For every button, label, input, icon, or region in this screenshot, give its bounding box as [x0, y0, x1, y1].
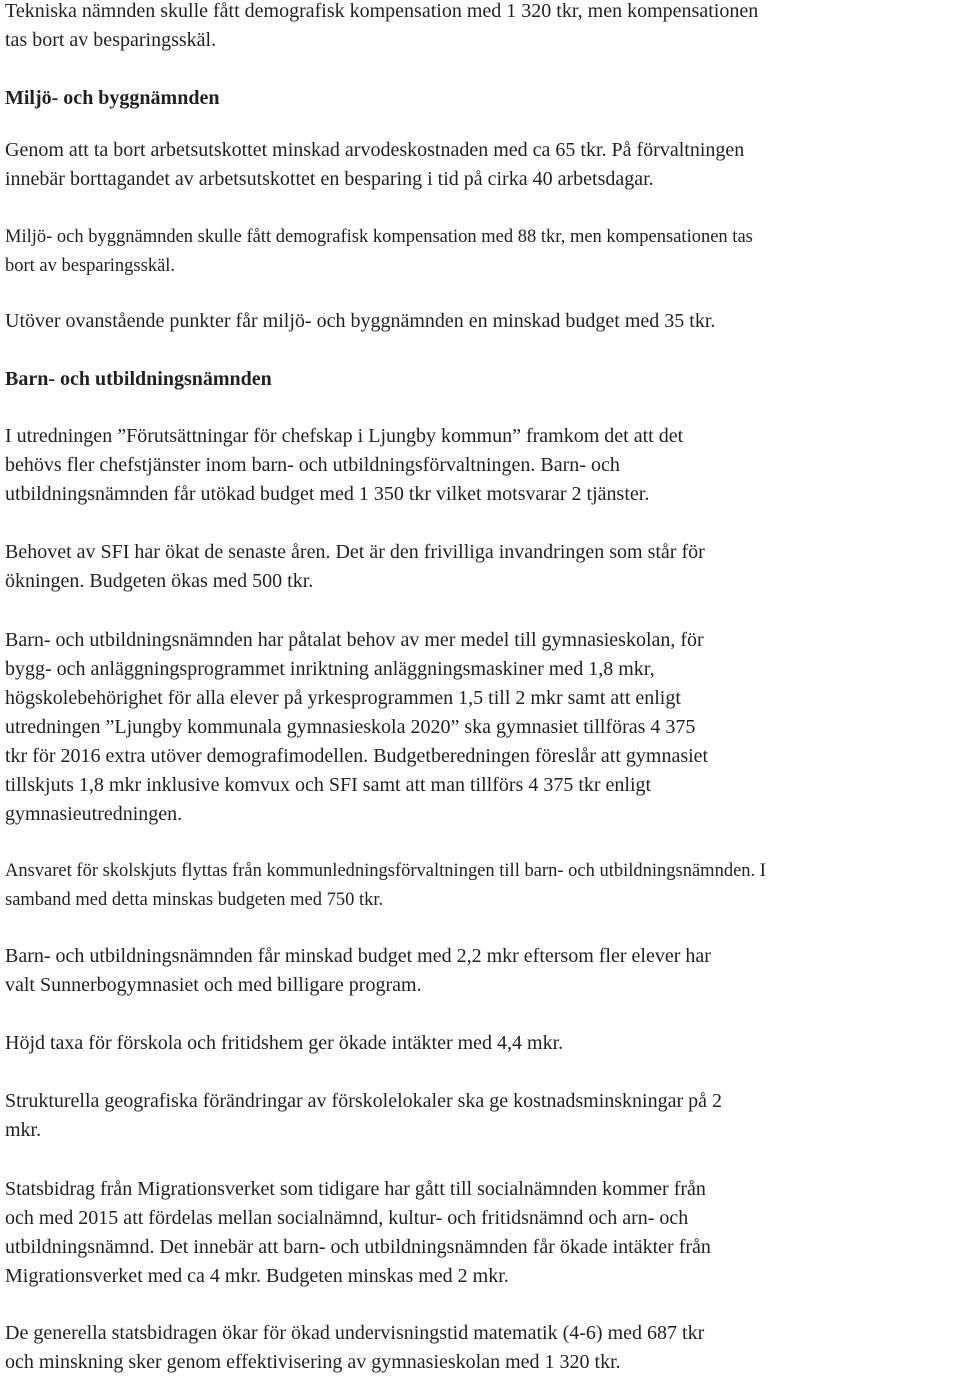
section-heading-barn-utbildningsnamnden: Barn- och utbildningsnämnden	[5, 368, 272, 390]
text-line: tkr för 2016 extra utöver demografimodellen. Budgetberedningen föreslår att gymnasiet	[5, 745, 709, 767]
text-line: Migrationsverket med ca 4 mkr. Budgeten minskas med 2 mkr.	[5, 1265, 509, 1287]
text-line: Strukturella geografiska förändringar av förskolelokaler ska ge kostnadsminskningar på 2	[5, 1090, 723, 1112]
text-line: och minskning sker genom effektivisering av gymnasieskolan med 1 320 tkr.	[5, 1351, 621, 1373]
text-line: Barn- och utbildningsnämnden har påtalat behov av mer medel till gymnasieskolan, för	[5, 629, 704, 651]
paragraph-arbetsutskott	[5, 136, 958, 194]
text-line: samband med detta minskas budgeten med 750 tkr.	[5, 890, 384, 910]
text-line: och med 2015 att fördelas mellan socialnämnd, kultur- och fritidsnämnd och arn- och	[5, 1207, 689, 1229]
text-line: mkr.	[5, 1119, 42, 1141]
paragraph-statsbidrag	[5, 1319, 958, 1377]
text-line: innebär borttagandet av arbetsutskottet en besparing i tid på cirka 40 arbetsdagar.	[5, 168, 654, 190]
paragraph-hojd-taxa	[5, 1029, 958, 1058]
paragraph-migrationsverket	[5, 1175, 958, 1291]
paragraph-chefskap	[5, 422, 958, 509]
text-line: De generella statsbidragen ökar för ökad undervisningstid matematik (4-6) med 687 tkr	[5, 1322, 705, 1344]
text-line: tas bort av besparingsskäl.	[5, 29, 217, 51]
section-heading-miljo-byggnamnden: Miljö- och byggnämnden	[5, 87, 220, 109]
text-line: I utredningen ”Förutsättningar för chefskap i Ljungby kommun” framkom det att det	[5, 425, 684, 447]
text-line: bygg- och anläggningsprogrammet inriktning anläggningsmaskiner med 1,8 mkr,	[5, 658, 655, 680]
text-line: tillskjuts 1,8 mkr inklusive komvux och SFI samt att man tillförs 4 375 tkr enligt	[5, 774, 652, 796]
text-line: utredningen ”Ljungby kommunala gymnasieskola 2020” ska gymnasiet tillföras 4 375	[5, 716, 696, 738]
paragraph-sunnerbogymnasiet	[5, 942, 958, 1000]
text-line: ökningen. Budgeten ökas med 500 tkr.	[5, 570, 314, 592]
paragraph-skolskjuts	[5, 857, 958, 915]
text-line: Barn- och utbildningsnämnden får minskad budget med 2,2 mkr eftersom fler elever har	[5, 945, 711, 967]
text-line: Höjd taxa för förskola och fritidshem ger ökade intäkter med 4,4 mkr.	[5, 1032, 564, 1054]
paragraph-tekniska-kompensation	[5, 0, 958, 55]
paragraph-miljo-kompensation	[5, 223, 958, 281]
paragraph-forskolelokaler	[5, 1087, 958, 1145]
text-line: Tekniska nämnden skulle fått demografisk kompensation med 1 320 tkr, men kompensationen	[5, 0, 759, 22]
paragraph-sfi	[5, 538, 958, 596]
text-line: Behovet av SFI har ökat de senaste åren. Det är den frivilliga invandringen som står för	[5, 541, 705, 563]
text-line: Ansvaret för skolskjuts flyttas från kommunledningsförvaltningen till barn- och utbildningsnämnden. I	[5, 861, 766, 881]
text-line: utbildningsnämnd. Det innebär att barn- och utbildningsnämnden får ökade intäkter från	[5, 1236, 711, 1258]
text-line: gymnasieutredningen.	[5, 803, 183, 825]
text-line: bort av besparingsskäl.	[5, 256, 176, 276]
text-line: högskolebehörighet för alla elever på yrkesprogrammen 1,5 till 2 mkr samt att enligt	[5, 687, 681, 709]
text-line: utbildningsnämnden får utökad budget med 1 350 tkr vilket motsvarar 2 tjänster.	[5, 483, 650, 505]
paragraph-gymnasieskolan	[5, 626, 958, 829]
text-line: Genom att ta bort arbetsutskottet minskad arvodeskostnaden med ca 65 tkr. På förvaltningen	[5, 139, 745, 161]
text-line: Utöver ovanstående punkter får miljö- och byggnämnden en minskad budget med 35 tkr.	[5, 310, 716, 332]
text-line: behövs fler chefstjänster inom barn- och utbildningsförvaltningen. Barn- och	[5, 454, 620, 476]
paragraph-minskad-budget-35	[5, 307, 958, 336]
text-line: valt Sunnerbogymnasiet och med billigare program.	[5, 974, 422, 996]
text-line: Miljö- och byggnämnden skulle fått demografisk kompensation med 88 tkr, men kompensationen tas	[5, 227, 753, 247]
text-line: Statsbidrag från Migrationsverket som tidigare har gått till socialnämnden kommer från	[5, 1178, 706, 1200]
